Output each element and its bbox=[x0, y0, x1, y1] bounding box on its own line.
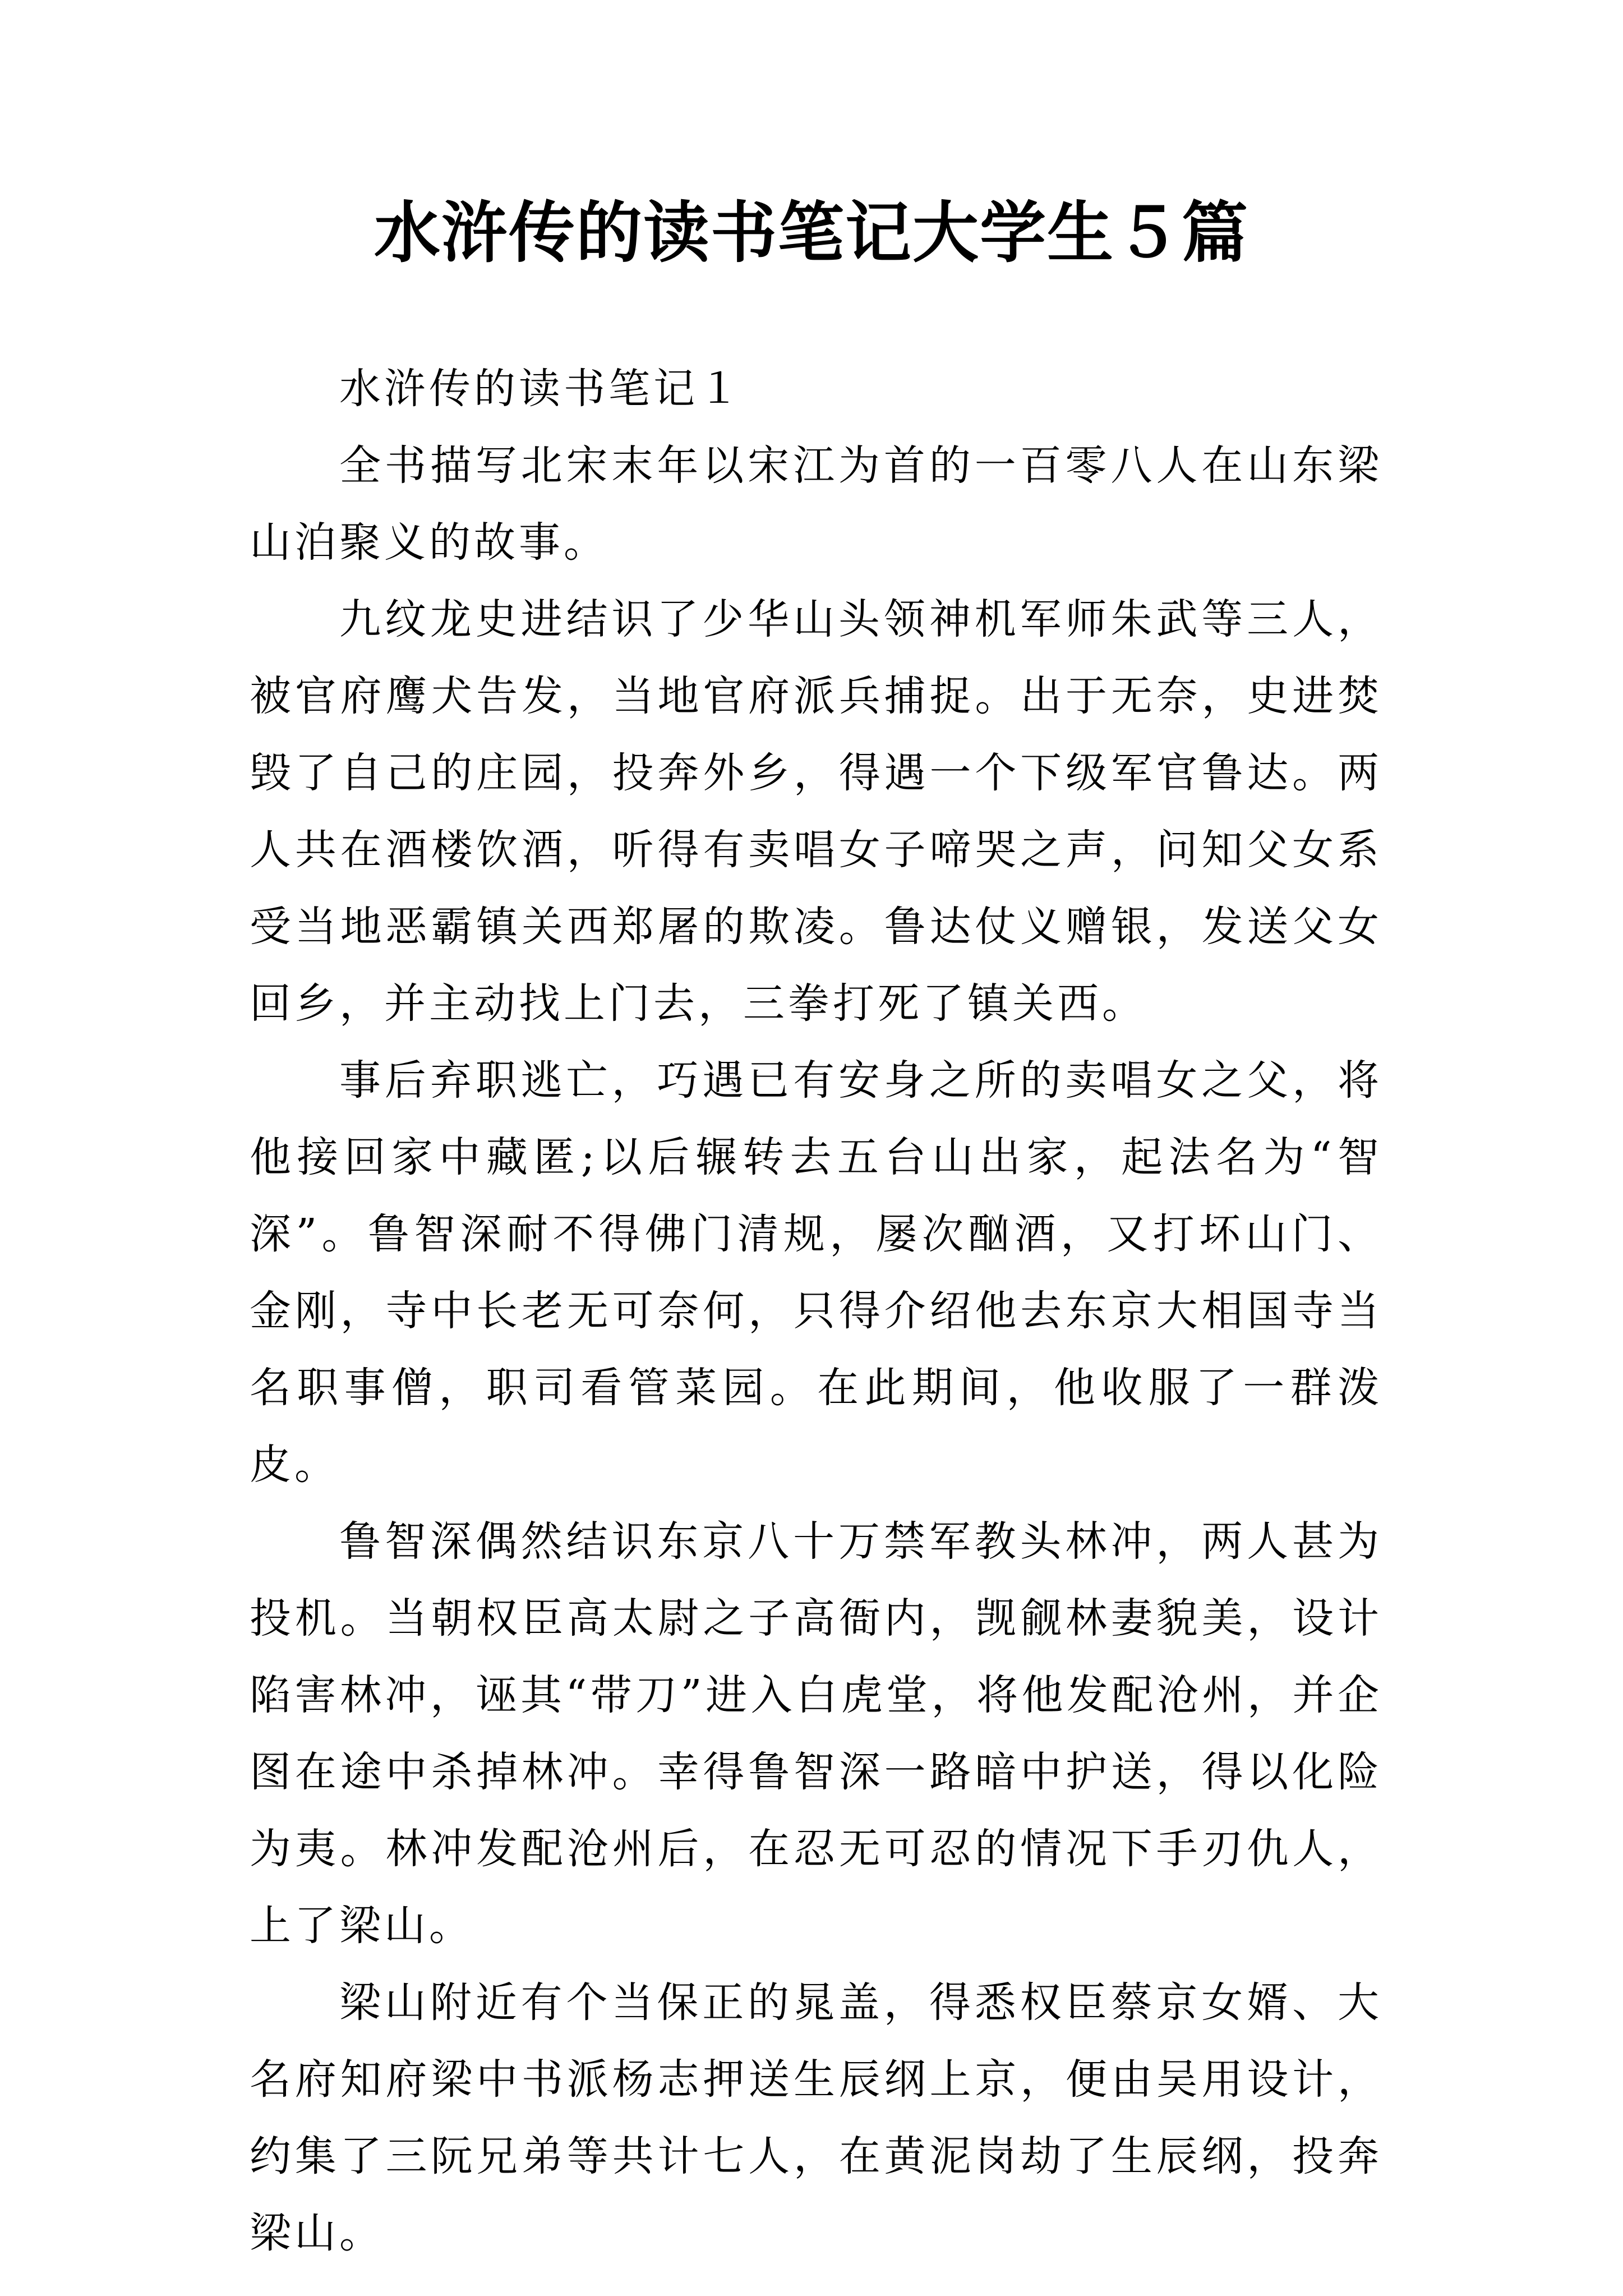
paragraph: 鲁智深偶然结识东京八十万禁军教头林冲，两人甚为投机。当朝权臣高太尉之子高衙内，觊觎林妻貌美，设计陷害林冲，诬其“带刀”进入白虎堂，将他发配沧州，并企图在途中杀掉林冲。幸得鲁智深一路暗中护送，得以化险为夷。林冲发配沧州后，在忍无可忍的情况下手刃仇人，上了梁山。 bbox=[250, 1517, 1382, 1950]
paragraph: 事后弃职逃亡，巧遇已有安身之所的卖唱女之父，将他接回家中藏匿;以后辗转去五台山出家，起法名为“智深”。鲁智深耐不得佛门清规，屡次酗酒，又打坏山门、金刚，寺中长老无可奈何，只得介绍他去东京大相国寺当名职事僧，职司看管菜园。在此期间，他收服了一群泼皮。 bbox=[250, 1056, 1382, 1489]
section-heading: 水浒传的读书笔记１ bbox=[339, 365, 743, 413]
paragraph: 九纹龙史进结识了少华山头领神机军师朱武等三人，被官府鹰犬告发，当地官府派兵捕捉。出于无奈，史进焚毁了自己的庄园，投奔外乡，得遇一个下级军官鲁达。两人共在酒楼饮酒，听得有卖唱女子啼哭之声，问知父女系受当地恶霸镇关西郑屠的欺凌。鲁达仗义赠银，发送父女回乡，并主动找上门去，三拳打死了镇关西。 bbox=[250, 595, 1382, 1028]
document-title: 水浒传的读书笔记大学生５篇 bbox=[374, 194, 1249, 272]
paragraph: 全书描写北宋末年以宋江为首的一百零八人在山东梁山泊聚义的故事。 bbox=[250, 441, 1382, 567]
document-body bbox=[250, 351, 1382, 2272]
paragraph: 梁山附近有个当保正的晁盖，得悉权臣蔡京女婿、大名府知府梁中书派杨志押送生辰纲上京，便由吴用设计，约集了三阮兄弟等共计七人，在黄泥岗劫了生辰纲，投奔梁山。 bbox=[250, 1978, 1382, 2257]
